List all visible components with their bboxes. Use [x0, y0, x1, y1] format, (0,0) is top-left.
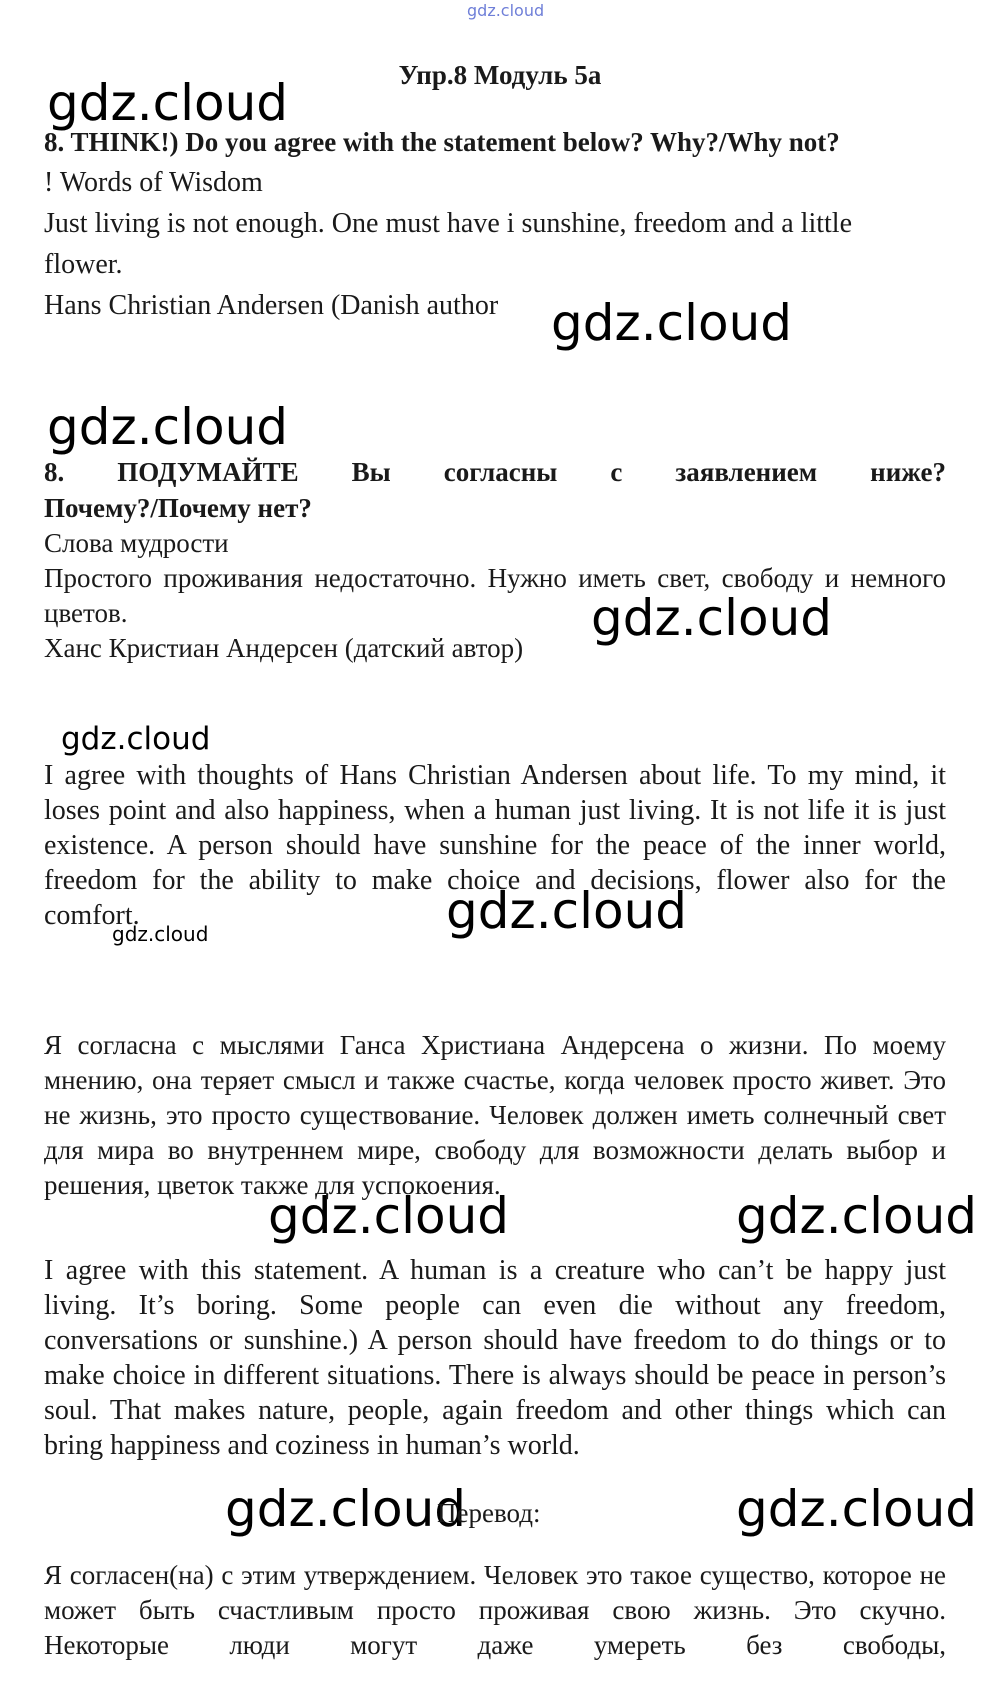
answer-text: I agree with thoughts of Hans Christian Andersen about life. To my mind, it loses point and also happiness, when a human just living. It is not life it is just existence. A person should have sunshine for the peace of the inner world, freedom for the ability to make choice and decisions, flower also for the comfort.	[44, 760, 946, 931]
answer-2-en	[44, 1253, 946, 1463]
answer-1-ru	[44, 1028, 946, 1203]
section-label-ru: Слова мудрости	[44, 528, 229, 558]
quote-en: Just living is not enough. One must have i sunshine, freedom and a little flower.	[44, 208, 852, 280]
answer-1-en	[44, 758, 946, 933]
watermark: gdz.cloud	[61, 721, 211, 757]
answer-text: Я согласен(на) с этим утверждением. Человек это такое существо, которое не может быть счастливым просто проживая свою жизнь. Это скучно. Некоторые люди могут даже умереть без свободы,	[44, 1560, 946, 1660]
watermark: gdz.cloud	[47, 74, 289, 132]
task-prompt-en: 8. THINK!) Do you agree with the statement below? Why?/Why not?	[44, 127, 840, 157]
watermark: gdz.cloud	[446, 882, 688, 940]
answer-text: I agree with this statement. A human is a creature who can’t be happy just living. It’s boring. Some people can even die without any freedom, conversations or sunshine.) A person should have freedom to do things or to make choice in different situations. There is always should be peace in person’s soul. That makes nature, people, again freedom and other things which can bring happiness and coziness in human’s world.	[44, 1255, 946, 1461]
watermark: gdz.cloud	[47, 398, 289, 456]
page-title: Упр.8 Модуль 5a	[398, 60, 602, 90]
author-ru: Ханс Кристиан Андерсен (датский автор)	[44, 633, 524, 663]
section-label-en: ! Words of Wisdom	[44, 167, 263, 198]
watermark: gdz.cloud	[736, 1187, 978, 1245]
watermark: gdz.cloud	[112, 922, 209, 946]
task-prompt-ru-line2: Почему?/Почему нет?	[44, 493, 312, 523]
answer-text: Я согласна с мыслями Ганса Христиана Андерсена о жизни. По моему мнению, она теряет смысл и также счастье, когда человек просто живет. Это не жизнь, это просто существование. Человек должен иметь солнечный свет для мира во внутреннем мире, свободу для возможности делать выбор и решения, цветок также для успокоения.	[44, 1030, 946, 1200]
watermark: gdz.cloud	[225, 1480, 467, 1538]
watermark: gdz.cloud	[551, 294, 793, 352]
watermark: gdz.cloud	[736, 1480, 978, 1538]
author-en: Hans Christian Andersen (Danish author	[44, 290, 499, 321]
watermark: gdz.cloud	[591, 589, 833, 647]
quote-ru: Простого проживания недостаточно. Нужно иметь свет, свободу и немного цветов.	[44, 563, 946, 628]
translation-label: Перевод:	[437, 1498, 541, 1528]
task-prompt-ru-line1: 8. ПОДУМАЙТЕ Вы согласны с заявлением ниже?	[44, 457, 946, 487]
answer-2-ru	[44, 1558, 946, 1663]
english-task	[44, 122, 924, 326]
watermark: gdz.cloud	[268, 1187, 510, 1245]
russian-task	[44, 454, 946, 666]
watermark-top: gdz.cloud	[467, 1, 545, 20]
